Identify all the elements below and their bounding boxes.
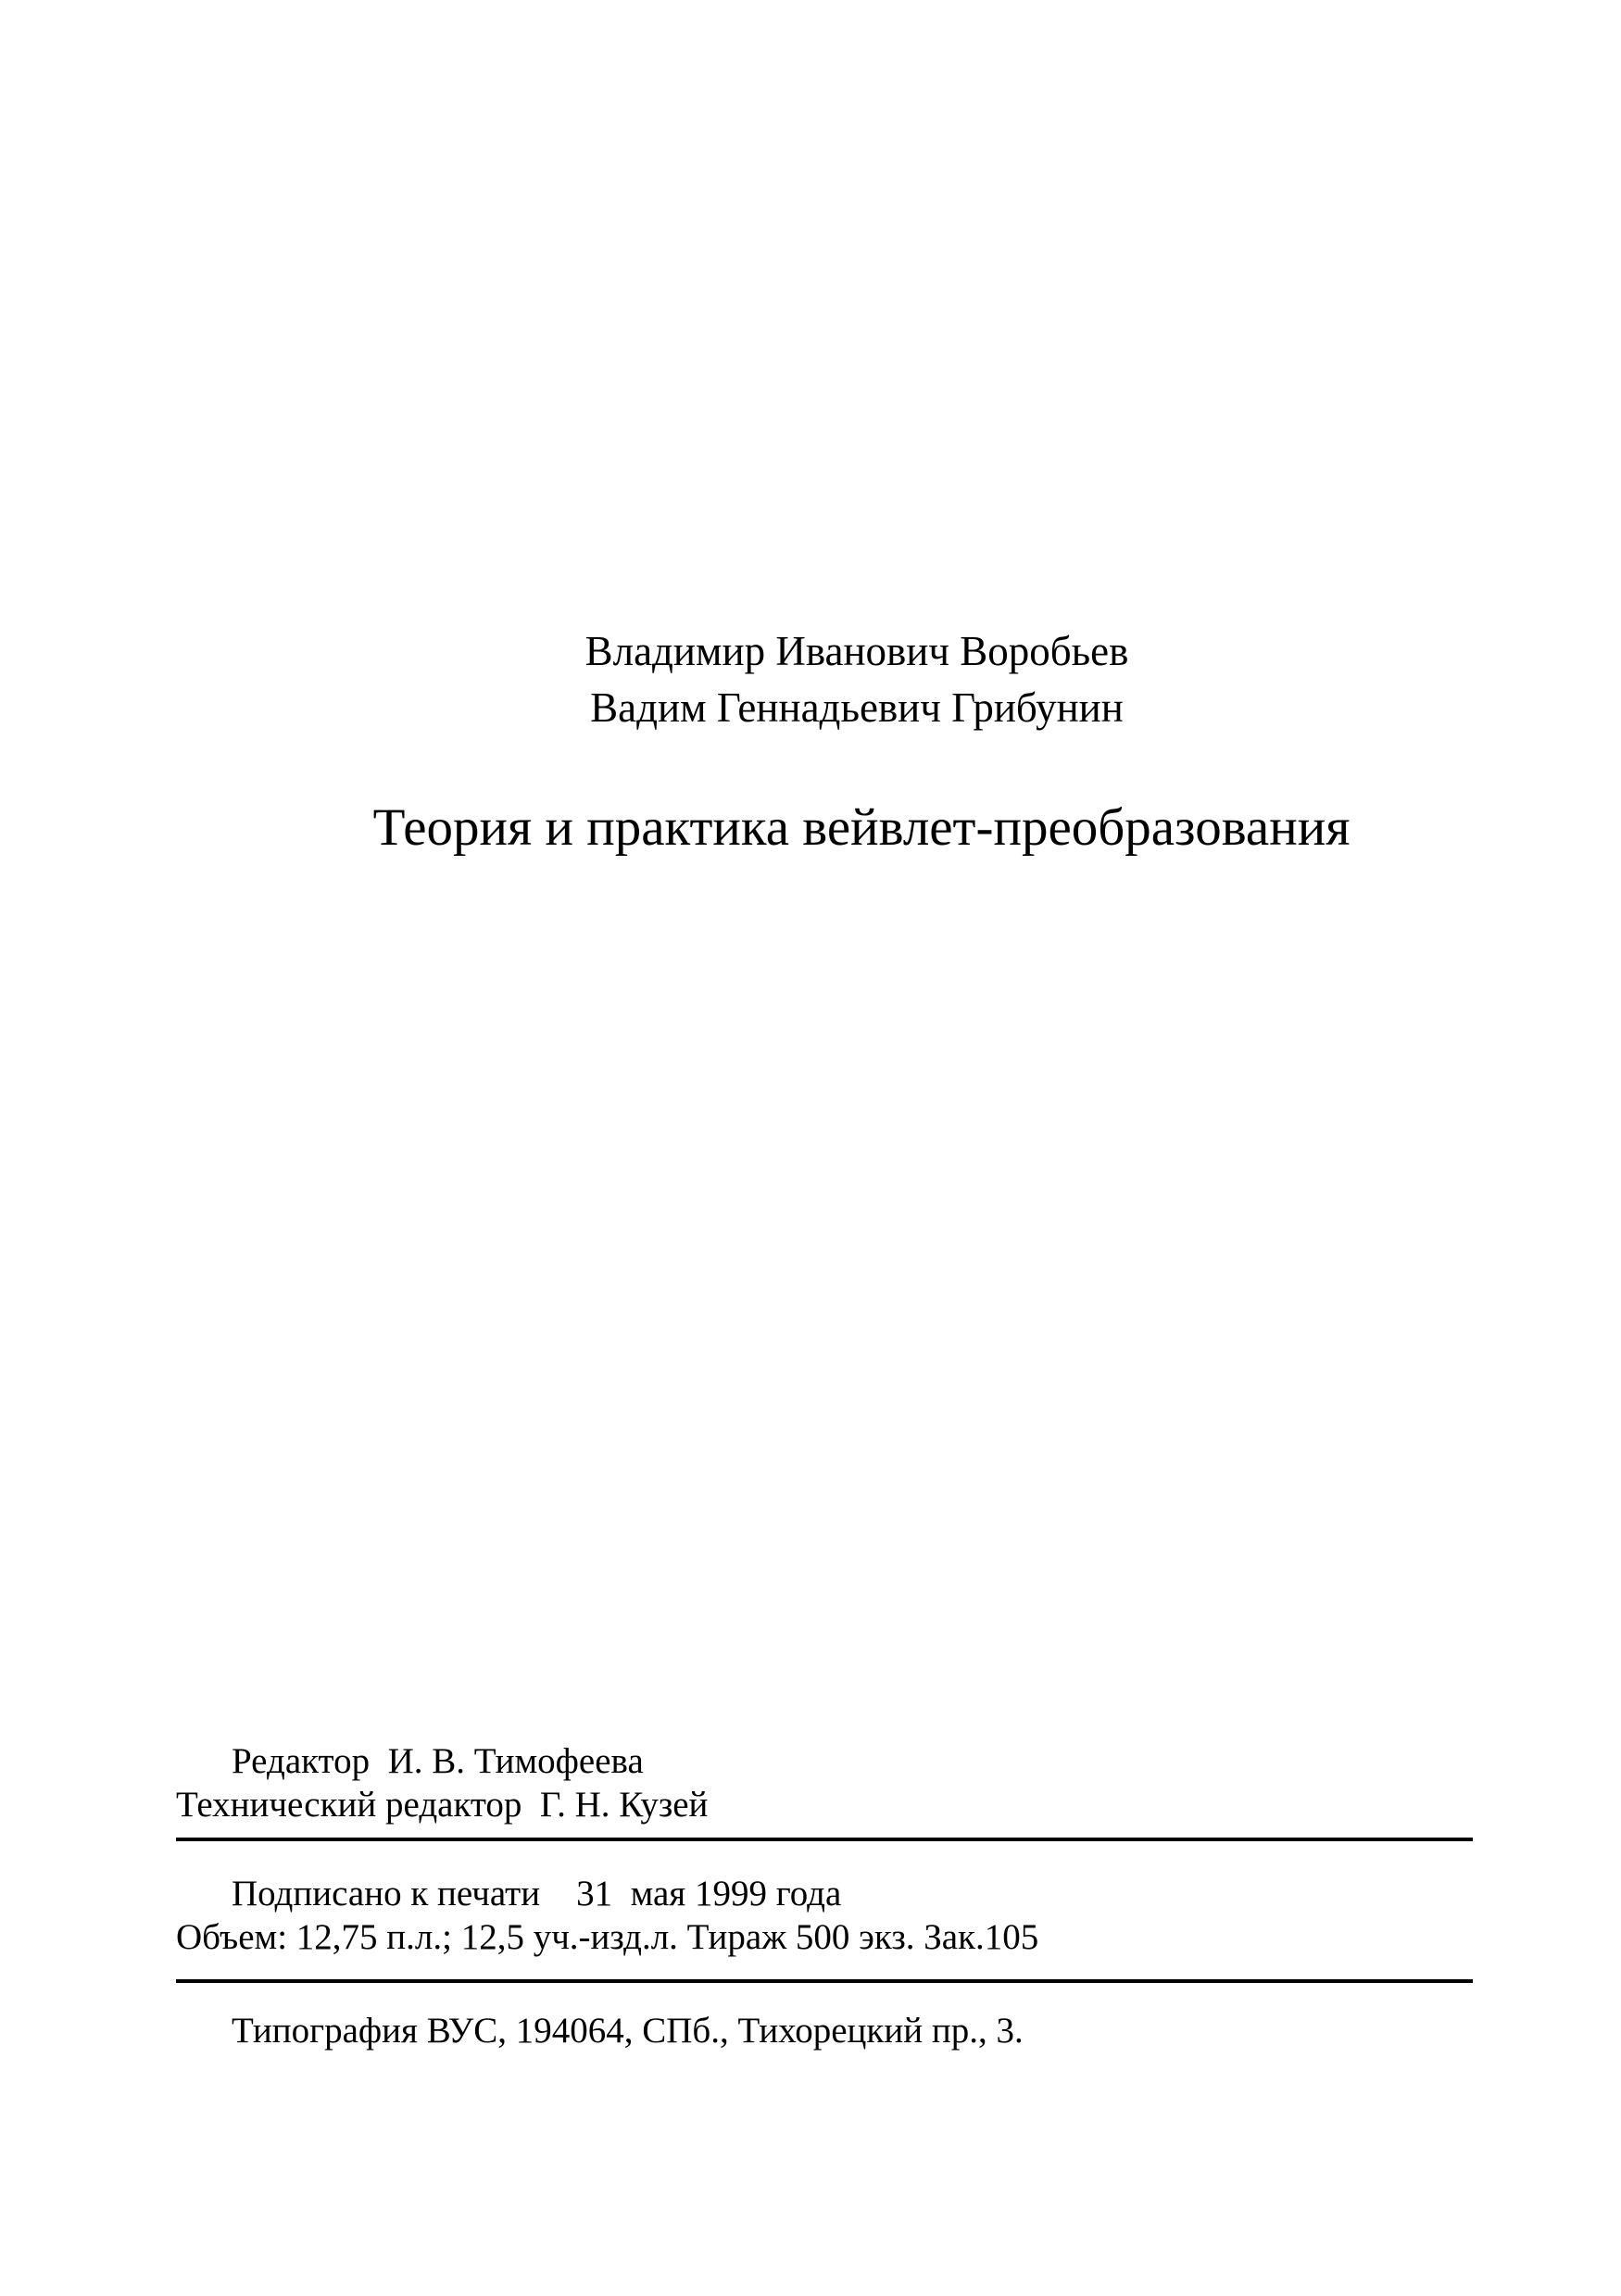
divider-line	[176, 1838, 1473, 1841]
printer-address: Типография ВУС, 194064, СПб., Тихорецкий пр., 3.	[232, 2011, 1024, 2051]
editor-credit: Редактор И. В. Тимофеева	[232, 1741, 644, 1781]
print-volume-info: Объем: 12,75 п.л.; 12,5 уч.-изд.л. Тираж 500 экз. Зак.105	[176, 1917, 1039, 1957]
technical-editor-credit: Технический редактор Г. Н. Кузей	[176, 1785, 709, 1825]
author-name: Вадим Геннадьевич Грибунин	[590, 684, 1124, 731]
book-title: Теория и практика вейвлет-преобразования	[372, 798, 1351, 857]
divider-line	[176, 1979, 1473, 1983]
author-name: Владимир Иванович Воробьев	[584, 628, 1129, 674]
print-signed-date: Подписано к печати 31 мая 1999 года	[232, 1874, 842, 1913]
